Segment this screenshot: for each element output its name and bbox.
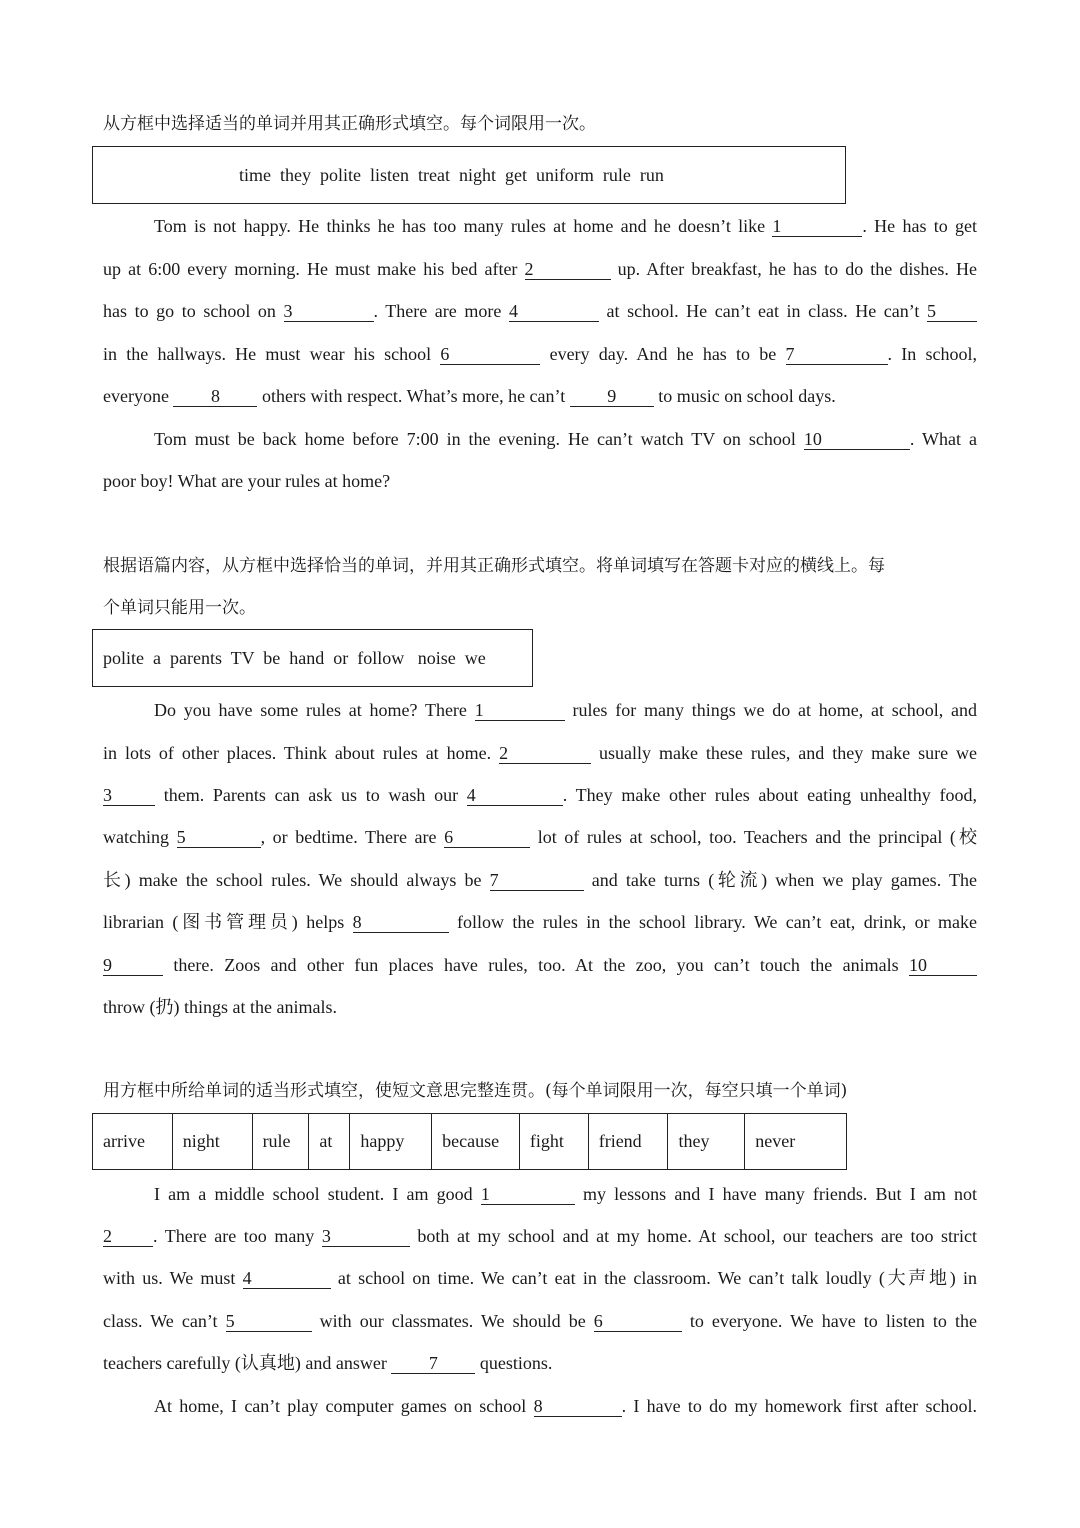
s1-directions: 从方框中选择适当的单词并用其正确形式填空。每个词限用一次。 bbox=[103, 114, 596, 134]
s2-word-box bbox=[92, 629, 533, 687]
s1-word-box bbox=[92, 146, 846, 204]
word-cell: at bbox=[309, 1114, 350, 1169]
blank-6[interactable]: 6 bbox=[440, 345, 540, 365]
blank-3[interactable]: 3 bbox=[103, 786, 155, 806]
blank-10[interactable]: 10 bbox=[909, 956, 977, 976]
blank-6[interactable]: 6 bbox=[594, 1312, 682, 1332]
blank-5[interactable]: 5 bbox=[927, 302, 977, 322]
s2-line-1: Do you have some rules at home? There 1 rules for many things we do at home, at school, and bbox=[154, 700, 978, 720]
blank-2[interactable]: 2 bbox=[103, 1227, 153, 1247]
s1-line-4: in the hallways. He must wear his school 6 every day. And he has to be 7 . In school, bbox=[103, 344, 977, 364]
s2-word-list: polite a parents TV be hand or follow noise we bbox=[103, 647, 486, 668]
blank-8[interactable]: 8 bbox=[353, 913, 449, 933]
blank-9[interactable]: 9 bbox=[570, 387, 654, 407]
word-cell: friend bbox=[589, 1114, 669, 1169]
s2-line-4: watching 5 , or bedtime. There are 6 lot of rules at school, too. Teachers and the principal (校 bbox=[103, 827, 977, 847]
s1-line-7: poor boy! What are your rules at home? bbox=[103, 471, 391, 491]
s1-word-list: time they polite listen treat night get uniform rule run bbox=[239, 164, 664, 185]
blank-2[interactable]: 2 bbox=[499, 744, 591, 764]
blank-4[interactable]: 4 bbox=[243, 1269, 331, 1289]
s2-line-3: 3 them. Parents can ask us to wash our 4 . They make other rules about eating unhealthy food, bbox=[103, 785, 977, 805]
s2-directions-1: 根据语篇内容，从方框中选择恰当的单词，并用其正确形式填空。将单词填写在答题卡对应的横线上。每 bbox=[103, 556, 885, 576]
blank-7[interactable]: 7 bbox=[391, 1354, 475, 1374]
s3-line-1: I am a middle school student. I am good 1 my lessons and I have many friends. But I am not bbox=[154, 1184, 977, 1204]
s2-line-6: librarian (图书管理员) helps 8 follow the rules in the school library. We can’t eat, drink, or make bbox=[103, 912, 977, 932]
blank-7[interactable]: 7 bbox=[786, 345, 888, 365]
s3-line-2: 2 . There are too many 3 both at my school and at my home. At school, our teachers are too strict bbox=[103, 1226, 977, 1246]
blank-7[interactable]: 7 bbox=[490, 871, 584, 891]
s3-line-3: with us. We must 4 at school on time. We can’t eat in the classroom. We can’t talk loudly (大声地) in bbox=[103, 1268, 977, 1288]
s1-line-2: up at 6:00 every morning. He must make his bed after 2 up. After breakfast, he has to do the dishes. He bbox=[103, 259, 977, 279]
word-cell: arrive bbox=[93, 1114, 173, 1169]
blank-3[interactable]: 3 bbox=[322, 1227, 410, 1247]
s3-line-5: teachers carefully (认真地) and answer 7 questions. bbox=[103, 1353, 553, 1373]
s3-directions: 用方框中所给单词的适当形式填空，使短文意思完整连贯。(每个单词限用一次，每空只填一个单词) bbox=[103, 1081, 848, 1101]
s3-word-table bbox=[92, 1113, 847, 1170]
s2-line-2: in lots of other places. Think about rules at home. 2 usually make these rules, and they make sure we bbox=[103, 743, 977, 763]
blank-5[interactable]: 5 bbox=[226, 1312, 312, 1332]
s3-line-4: class. We can’t 5 with our classmates. We should be 6 to everyone. We have to listen to the bbox=[103, 1311, 977, 1331]
blank-3[interactable]: 3 bbox=[284, 302, 374, 322]
blank-6[interactable]: 6 bbox=[444, 828, 530, 848]
word-cell: rule bbox=[253, 1114, 310, 1169]
blank-8[interactable]: 8 bbox=[534, 1397, 622, 1417]
blank-8[interactable]: 8 bbox=[173, 387, 257, 407]
s2-directions-2: 个单词只能用一次。 bbox=[103, 598, 256, 618]
blank-1[interactable]: 1 bbox=[772, 217, 862, 237]
word-cell: happy bbox=[350, 1114, 432, 1169]
blank-2[interactable]: 2 bbox=[525, 260, 611, 280]
blank-9[interactable]: 9 bbox=[103, 956, 163, 976]
blank-10[interactable]: 10 bbox=[804, 430, 910, 450]
s1-line-1: Tom is not happy. He thinks he has too many rules at home and he doesn’t like 1 . He has to get bbox=[154, 216, 977, 236]
blank-4[interactable]: 4 bbox=[467, 786, 563, 806]
s1-line-3: has to go to school on 3 . There are more 4 at school. He can’t eat in class. He can’t 5 bbox=[103, 300, 977, 322]
word-cell: because bbox=[432, 1114, 520, 1169]
blank-5[interactable]: 5 bbox=[177, 828, 261, 848]
s2-line-5: 长) make the school rules. We should always be 7 and take turns (轮流) when we play games. The bbox=[103, 870, 977, 890]
blank-1[interactable]: 1 bbox=[481, 1185, 575, 1205]
s1-line-6: Tom must be back home before 7:00 in the evening. He can’t watch TV on school 10 . What a bbox=[154, 429, 977, 449]
s3-line-6: At home, I can’t play computer games on school 8 . I have to do my homework first after school. bbox=[154, 1396, 977, 1416]
word-cell: night bbox=[173, 1114, 253, 1169]
s2-line-7: 9 there. Zoos and other fun places have rules, too. At the zoo, you can’t touch the animals 10 bbox=[103, 954, 977, 976]
word-cell: fight bbox=[520, 1114, 589, 1169]
word-cell: never bbox=[755, 1131, 796, 1151]
word-cell: they bbox=[668, 1114, 745, 1169]
s2-line-8: throw (扔) things at the animals. bbox=[103, 997, 337, 1017]
blank-1[interactable]: 1 bbox=[475, 701, 565, 721]
blank-4[interactable]: 4 bbox=[509, 302, 599, 322]
s1-line-5: everyone 8 others with respect. What’s more, he can’t 9 to music on school days. bbox=[103, 386, 836, 406]
